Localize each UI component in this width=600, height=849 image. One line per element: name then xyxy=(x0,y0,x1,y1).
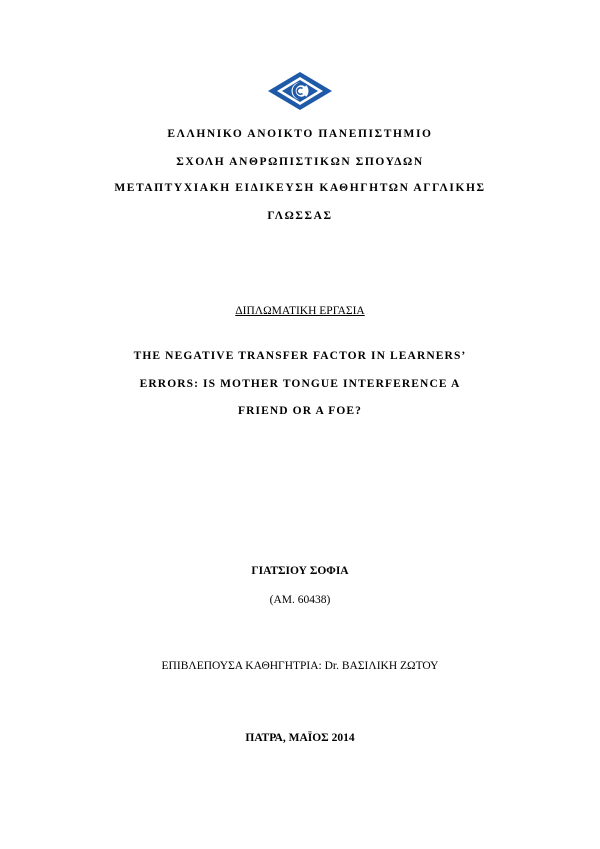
school-name: ΣΧΟΛΗ ΑΝΘΡΩΠΙΣΤΙΚΩΝ ΣΠΟΥΔΩΝ xyxy=(176,156,424,168)
institution-name: ΕΛΛΗΝΙΚΟ ΑΝΟΙΚΤΟ ΠΑΝΕΠΙΣΤΗΜΙΟ xyxy=(167,128,433,140)
thesis-title-line3: FRIEND OR A FOE? xyxy=(238,405,362,417)
supervisor: ΕΠΙΒΛΕΠΟΥΣΑ ΚΑΘΗΓΗΤΡΙΑ: Dr. ΒΑΣΙΛΙΚΗ ΖΩΤΟΥ xyxy=(161,660,439,672)
university-logo xyxy=(267,71,333,111)
thesis-title-line1: THE NEGATIVE TRANSFER FACTOR IN LEARNERS’ xyxy=(133,350,467,362)
student-id: (ΑΜ. 60438) xyxy=(269,594,331,606)
place-date: ΠΑΤΡΑ, ΜΑΪΟΣ 2014 xyxy=(245,732,355,744)
program-name-line2: ΓΛΩΣΣΑΣ xyxy=(267,210,333,222)
author-name: ΓΙΑΤΣΙΟΥ ΣΟΦΙΑ xyxy=(251,565,349,577)
document-type: ΔΙΠΛΩΜΑΤΙΚΗ ΕΡΓΑΣΙΑ xyxy=(235,305,365,317)
program-name-line1: ΜΕΤΑΠΤΥΧΙΑΚΗ ΕΙΔΙΚΕΥΣΗ ΚΑΘΗΓΗΤΩΝ ΑΓΓΛΙΚΗΣ xyxy=(114,182,486,194)
thesis-title-line2: ERRORS: IS MOTHER TONGUE INTERFERENCE A xyxy=(139,378,461,390)
